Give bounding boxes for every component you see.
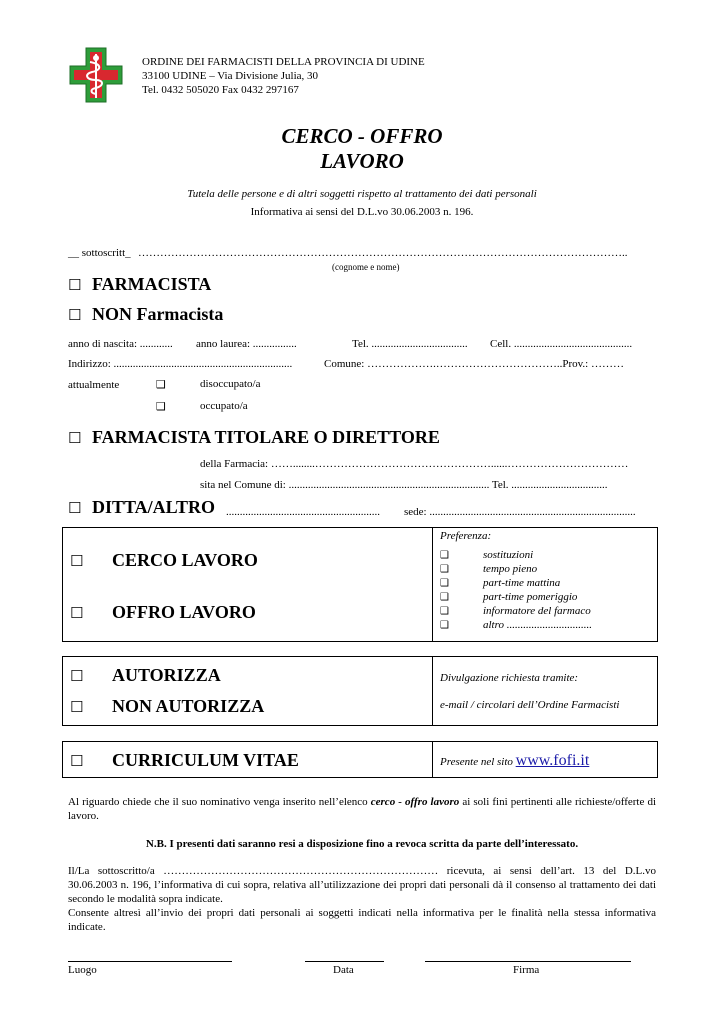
titolare-label: FARMACISTA TITOLARE O DIRETTORE bbox=[91, 427, 440, 447]
checkbox-icon[interactable]: ☐ bbox=[70, 667, 84, 685]
privacy-line1: Tutela delle persone e di altri soggetti rispetto al trattamento dei dati personali bbox=[187, 188, 537, 200]
checkbox-icon[interactable]: ☐ bbox=[70, 604, 84, 622]
checkbox-icon[interactable]: ☐ bbox=[68, 276, 82, 294]
cerco-lavoro-label: CERCO LAVORO bbox=[112, 550, 258, 570]
preferenze-list bbox=[440, 549, 592, 633]
page-title-line1: CERCO - OFFRO bbox=[281, 124, 443, 148]
checkbox-icon[interactable]: ❑ bbox=[156, 378, 166, 391]
curriculum-option[interactable] bbox=[70, 750, 299, 771]
cv-box-divider bbox=[432, 741, 433, 778]
farmacia-field[interactable]: della Farmacia: ……........…………………………………………......…………………………… bbox=[200, 458, 629, 470]
checkbox-icon[interactable]: ☐ bbox=[68, 499, 82, 517]
request-paragraph bbox=[68, 795, 656, 823]
sede-field[interactable]: sede: ........................................................................... bbox=[404, 506, 636, 518]
ditta-label: DITTA/ALTRO bbox=[91, 497, 215, 517]
ditta-option[interactable] bbox=[68, 497, 215, 518]
preferenza-title: Preferenza: bbox=[440, 530, 492, 542]
cell-field[interactable]: Cell. ........................................... bbox=[490, 338, 633, 350]
pref-item[interactable] bbox=[440, 549, 534, 563]
curriculum-label: CURRICULUM VITAE bbox=[112, 750, 299, 770]
divulgazione-label: Divulgazione richiesta tramite: bbox=[440, 672, 579, 684]
signer-prefix: __ sottoscritt_ bbox=[68, 247, 131, 259]
checkbox-icon[interactable]: ❑ bbox=[440, 564, 449, 575]
firma-label: Firma bbox=[513, 964, 540, 976]
checkbox-icon[interactable]: ❑ bbox=[156, 400, 166, 413]
data-line bbox=[305, 961, 384, 962]
cv-presente-label: Presente nel sito bbox=[440, 756, 513, 768]
autorizza-option[interactable] bbox=[70, 665, 221, 686]
ditta-field[interactable]: ........................................................ bbox=[226, 506, 380, 518]
consent-paragraph bbox=[68, 864, 656, 934]
consent-text: Il/La sottoscritto/a ………………………………………………………………… ricevuta, ai sensi dell’art. 13 del D.L.vo 30.06.2003 n. 196, l’informativa di cui sopra, relativa all’utilizzazione dei propri dati personali dà il consenso al trattamento dei dati secondo le modalità sopra indicate. bbox=[68, 865, 656, 905]
cv-site-info bbox=[440, 752, 589, 770]
data-label: Data bbox=[333, 964, 354, 976]
consent-text-2: Consente altresì all’invio dei propri dati personali ai soggetti indicati nella informativa per le finalità nella stessa informativa indicate. bbox=[68, 907, 656, 933]
pref-item[interactable] bbox=[440, 591, 578, 605]
pref-item[interactable] bbox=[440, 605, 591, 619]
checkbox-icon[interactable]: ❑ bbox=[440, 620, 449, 631]
pref-item[interactable] bbox=[440, 563, 538, 577]
cerco-lavoro-option[interactable] bbox=[70, 550, 258, 571]
farmacista-option[interactable] bbox=[68, 274, 211, 295]
request-paragraph-text: Al riguardo chiede che il suo nominativo venga inserito nell’elenco cerco - offro lavoro ai soli fini pertinenti alle richieste/offerte di lavoro. bbox=[68, 796, 657, 822]
anno-laurea-field[interactable]: anno laurea: ................ bbox=[196, 338, 297, 350]
org-name: ORDINE DEI FARMACISTI DELLA PROVINCIA DI UDINE bbox=[142, 56, 425, 68]
offro-lavoro-option[interactable] bbox=[70, 602, 256, 623]
tel-field[interactable]: Tel. ................................... bbox=[352, 338, 468, 350]
non-autorizza-option[interactable] bbox=[70, 696, 265, 717]
non-farmacista-option[interactable] bbox=[68, 304, 223, 325]
pref-label: informatore del farmaco bbox=[483, 605, 591, 617]
checkbox-icon[interactable]: ☐ bbox=[70, 752, 84, 770]
pref-label: part-time pomeriggio bbox=[483, 591, 578, 603]
titolare-option[interactable] bbox=[68, 427, 440, 448]
signer-hint: (cognome e nome) bbox=[332, 262, 400, 272]
luogo-label: Luogo bbox=[68, 964, 97, 976]
occupato-option[interactable] bbox=[156, 400, 248, 413]
checkbox-icon[interactable]: ☐ bbox=[70, 552, 84, 570]
pref-label: altro ............................... bbox=[483, 619, 592, 631]
checkbox-icon[interactable]: ❑ bbox=[440, 578, 449, 589]
privacy-line2: Informativa ai sensi del D.L.vo 30.06.2003 n. 196. bbox=[250, 206, 474, 218]
auth-box-divider bbox=[432, 656, 433, 726]
checkbox-icon[interactable]: ❑ bbox=[440, 606, 449, 617]
checkbox-icon[interactable]: ☐ bbox=[68, 306, 82, 324]
autorizza-label: AUTORIZZA bbox=[112, 665, 221, 685]
checkbox-icon[interactable]: ❑ bbox=[440, 592, 449, 603]
comune-field[interactable]: Comune: ……………….……………………………..Prov.: ……… bbox=[324, 358, 624, 370]
occupato-label: occupato/a bbox=[200, 400, 248, 412]
indirizzo-field[interactable]: Indirizzo: ................................................................. bbox=[68, 358, 293, 370]
pref-label: sostituzioni bbox=[483, 549, 534, 561]
sita-field[interactable]: sita nel Comune di: ......................................................................... Tel. ................................... bbox=[200, 479, 608, 491]
checkbox-icon[interactable]: ☐ bbox=[68, 429, 82, 447]
pref-item[interactable] bbox=[440, 577, 561, 591]
non-farmacista-label: NON Farmacista bbox=[91, 304, 224, 324]
offro-lavoro-label: OFFRO LAVORO bbox=[112, 602, 256, 622]
pref-item[interactable] bbox=[440, 619, 592, 633]
anno-nascita-field[interactable]: anno di nascita: ............ bbox=[68, 338, 173, 350]
divulgazione-channels: e-mail / circolari dell’Ordine Farmacisti bbox=[440, 699, 620, 711]
org-address: 33100 UDINE – Via Divisione Julia, 30 bbox=[142, 70, 319, 82]
attualmente-label: attualmente bbox=[68, 379, 120, 391]
order-logo bbox=[68, 46, 124, 104]
luogo-line bbox=[68, 961, 232, 962]
fofi-link[interactable]: www.fofi.it bbox=[515, 752, 590, 769]
farmacista-label: FARMACISTA bbox=[91, 274, 212, 294]
disoccupato-label: disoccupato/a bbox=[200, 378, 261, 390]
nb-note: N.B. I presenti dati saranno resi a disposizione fino a revoca scritta da parte dell’interessato. bbox=[145, 838, 579, 850]
pref-label: part-time mattina bbox=[483, 577, 561, 589]
disoccupato-option[interactable] bbox=[156, 378, 261, 391]
work-box-divider bbox=[432, 527, 433, 642]
signer-name-field[interactable]: …………………………………………………………………………………………………………………….. bbox=[138, 247, 628, 259]
pref-label: tempo pieno bbox=[483, 563, 538, 575]
org-phone: Tel. 0432 505020 Fax 0432 297167 bbox=[142, 84, 299, 96]
page-title-line2: LAVORO bbox=[320, 149, 404, 173]
firma-line bbox=[425, 961, 631, 962]
checkbox-icon[interactable]: ❑ bbox=[440, 550, 449, 561]
checkbox-icon[interactable]: ☐ bbox=[70, 698, 84, 716]
non-autorizza-label: NON AUTORIZZA bbox=[112, 696, 265, 716]
